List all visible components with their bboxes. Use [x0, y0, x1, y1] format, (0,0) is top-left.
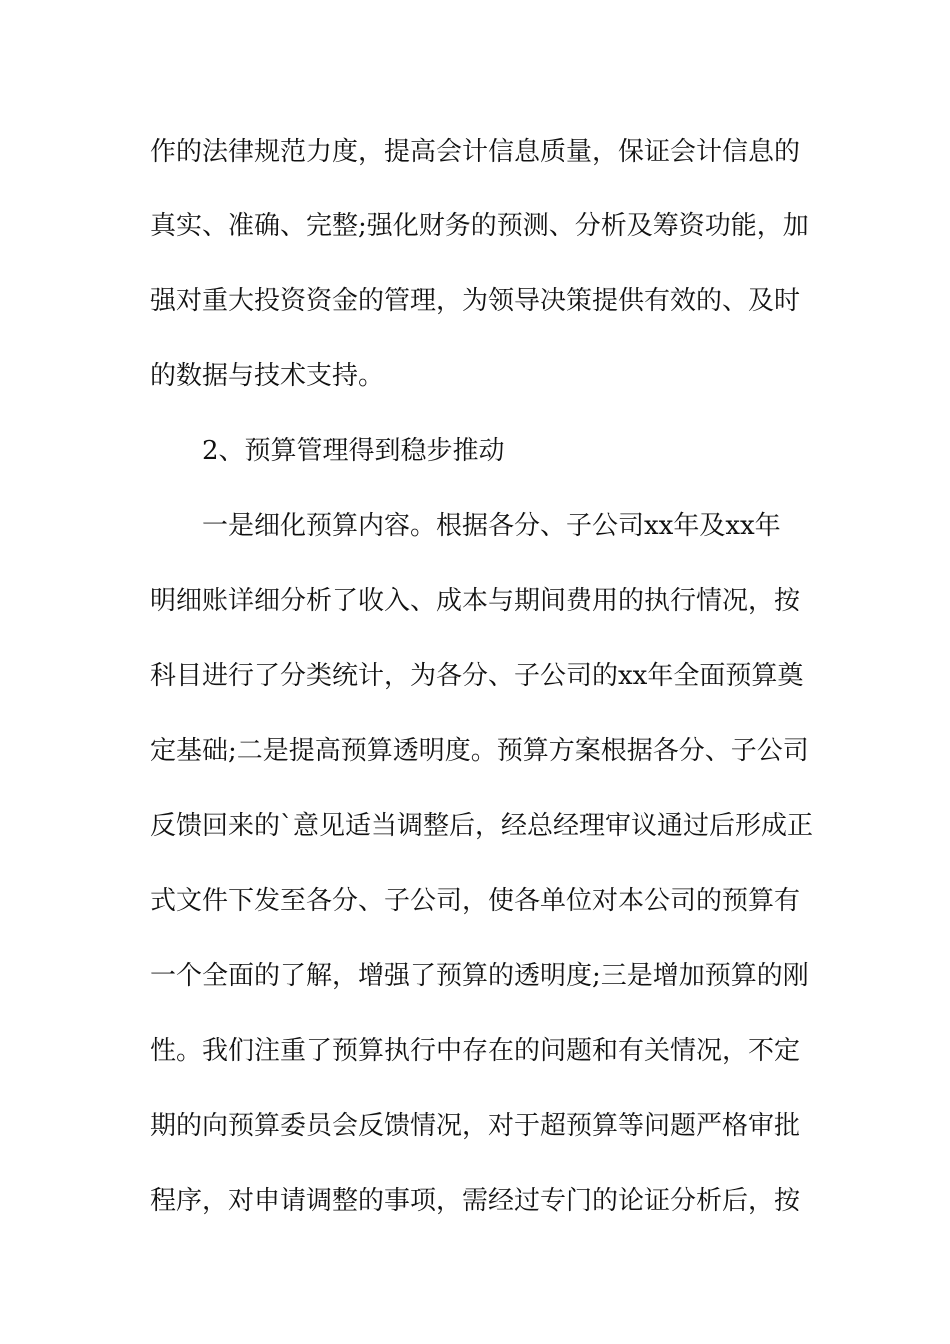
text-line: 定基础;二是提高预算透明度。预算方案根据各分、子公司	[150, 736, 809, 766]
text-line: 作的法律规范力度，提高会计信息质量，保证会计信息的	[150, 137, 801, 167]
text-line: 式文件下发至各分、子公司，使各单位对本公司的预算有	[150, 886, 801, 916]
section-heading: 2、预算管理得到稳步推动	[202, 436, 505, 466]
text-line: 性。我们注重了预算执行中存在的问题和有关情况，不定	[150, 1036, 801, 1066]
text-line: 真实、准确、完整;强化财务的预测、分析及筹资功能，加	[150, 211, 809, 241]
text-line: 科目进行了分类统计，为各分、子公司的xx年全面预算奠	[150, 661, 804, 691]
text-line: 反馈回来的`意见适当调整后，经总经理审议通过后形成正	[150, 811, 814, 841]
text-line: 程序，对申请调整的事项，需经过专门的论证分析后，按	[150, 1186, 801, 1216]
text-line: 明细账详细分析了收入、成本与期间费用的执行情况，按	[150, 586, 801, 616]
text-line: 一个全面的了解，增强了预算的透明度;三是增加预算的刚	[150, 961, 809, 991]
text-line: 强对重大投资资金的管理，为领导决策提供有效的、及时	[150, 286, 801, 316]
text-line: 的数据与技术支持。	[150, 361, 385, 391]
text-line: 期的向预算委员会反馈情况，对于超预算等问题严格审批	[150, 1111, 801, 1141]
text-line: 一是细化预算内容。根据各分、子公司xx年及xx年	[202, 511, 781, 541]
